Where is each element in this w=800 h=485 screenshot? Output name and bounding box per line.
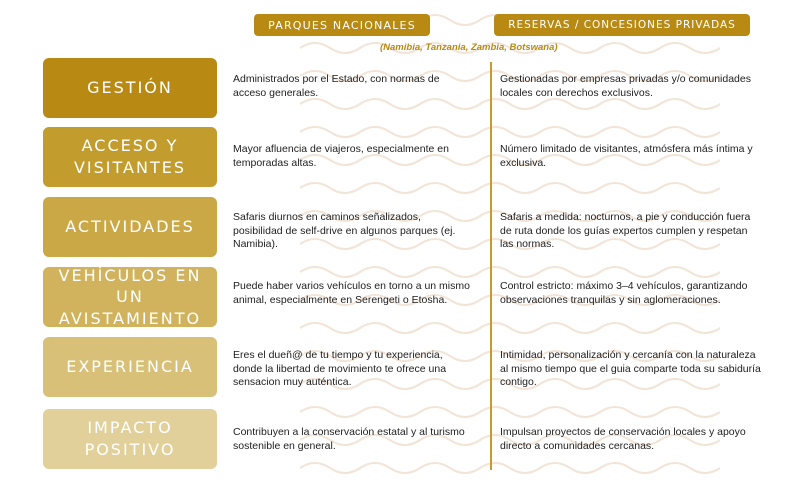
row-label-text: GESTIÓN: [87, 78, 173, 98]
cell-reservas-actividades: Safaris a medida: nocturnos, a pie y conducción fuera de ruta donde los guías expertos cumplen y respetan las normas.: [500, 211, 751, 250]
cell-reservas-acceso: Número limitado de visitantes, atmósfera más íntima y exclusiva.: [500, 143, 753, 169]
row-label-experiencia: [43, 337, 217, 397]
row-label-actividades: [43, 197, 217, 257]
row-label-text: ACTIVIDADES: [65, 217, 195, 237]
column-divider: [490, 62, 492, 470]
row-label-text: IMPACTO POSITIVO: [84, 418, 176, 459]
row-label-impacto-positivo: [43, 409, 217, 469]
cell-parques-gestion: Administrados por el Estado, con normas de acceso generales.: [233, 73, 440, 99]
header-reservas-privadas: RESERVAS / CONCESIONES PRIVADAS: [494, 14, 750, 36]
cell-parques-actividades: Safaris diurnos en caminos señalizados, posibilidad de self-drive en algunos parques (ej. Namibia).: [233, 211, 456, 250]
row-label-vehiculos: [43, 267, 217, 327]
countries-note: (Namibia, Tanzania, Zambia, Botswana): [380, 42, 558, 53]
cell-parques-experiencia: Eres el dueñ@ de tu tiempo y tu experiencia, donde la libertad de movimiento te ofrece una sensacion muy auténtica.: [233, 349, 447, 388]
cell-reservas-vehiculos: Control estricto: máximo 3–4 vehículos, garantizando observaciones tranquilas y sin aglomeraciones.: [500, 280, 748, 306]
row-label-text: ACCESO Y VISITANTES: [73, 136, 187, 177]
cell-reservas-impacto: Impulsan proyectos de conservación locales y apoyo directo a comunidades cercanas.: [500, 426, 746, 452]
cell-parques-impacto: Contribuyen a la conservación estatal y al turismo sostenible en general.: [233, 426, 465, 452]
cell-reservas-gestion: Gestionadas por empresas privadas y/o comunidades locales con derechos exclusivos.: [500, 73, 751, 99]
cell-parques-acceso: Mayor afluencia de viajeros, especialmente en temporadas altas.: [233, 143, 449, 169]
row-label-text: VEHÍCULOS EN UN AVISTAMIENTO: [58, 265, 202, 328]
cell-parques-vehiculos: Puede haber varios vehículos en torno a un mismo animal, especialmente en Serengeti o Etosha.: [233, 280, 470, 306]
cell-reservas-experiencia: Intimidad, personalización y cercanía con la naturaleza al mismo tiempo que el guia comparte toda su sabiduría contigo.: [500, 349, 761, 388]
header-parques-nacionales: PARQUES NACIONALES: [254, 14, 430, 36]
row-label-text: EXPERIENCIA: [66, 357, 194, 377]
row-label-gestion: [43, 58, 217, 118]
row-label-acceso-visitantes: [43, 127, 217, 187]
